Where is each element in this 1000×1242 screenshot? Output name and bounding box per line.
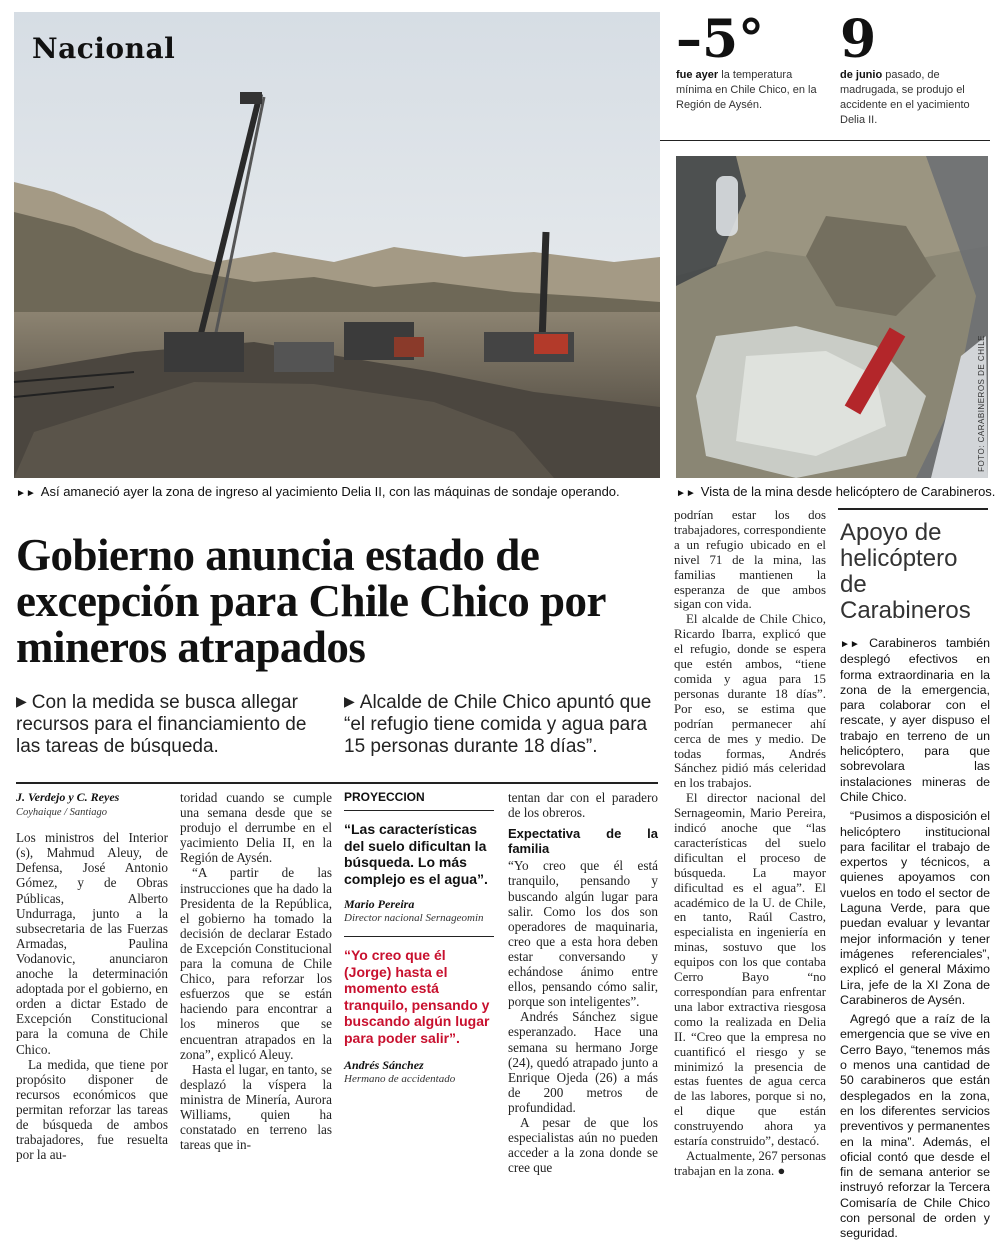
deck-1-text: Con la medida se busca allegar recursos para el financiamiento de las tareas de búsqueda. <box>16 692 307 757</box>
paragraph: El alcalde de Chile Chico, Ricardo Ibarra, explicó que el refugio, donde se espera que estén ambos, “tiene comida y agua para 15 personas durante 18 días”. Por eso, se estima que podrían permanecer ahí cerca de mes y medio. De todas formas, Andrés Sánchez pidió más celeridad en los trabajos. <box>674 612 826 791</box>
paragraph: toridad cuando se cumple una semana desde que se produjo el derrumbe en el yacimiento Delia II, en la Región de Aysén. <box>180 790 332 866</box>
deck-arrow-icon: ▶ <box>344 693 355 709</box>
sidebar <box>840 520 990 1242</box>
quote-sernageomin: “Las características del suelo dificultan la búsqueda. Lo más complejo es el agua”. <box>344 821 488 887</box>
deck-arrow-icon: ▶ <box>16 693 27 709</box>
main-photo <box>14 12 660 478</box>
helicopter-photo-caption <box>676 484 995 502</box>
paragraph: ►► Carabineros también desplegó efectivos en forma extraordinaria en la zona de la emergencia, para colaborar con el rescate, y ayer dispuso el trabajo en terreno de un helicóptero, para que sobrevolara las instalaciones mineras de Chile Chico. <box>840 636 990 804</box>
paragraph: La medida, que tiene por propósito disponer de recursos económicos que permitan reforzar las tareas de búsqueda de ambos trabajadores, fue resuelta por la au- <box>16 1056 168 1163</box>
section-label: Nacional <box>32 32 176 65</box>
paragraph: Agregó que a raíz de la emergencia que se vive en Cerro Bayo, “tenemos más o menos una cantidad de 50 carabineros que están desplegados en la zona, en los diferentes servicios preventivos y permanentes en la mina”. Además, el oficial contó que desde el fin de semana anterior se instruyó reforzar la Tercera Comisaría de Chile Chico con personal de orden y seguridad. <box>840 1012 990 1241</box>
paragraph: Hasta el lugar, en tanto, se desplazó la víspera la ministra de Minería, Aurora Williams, quien ha constatado en terreno las tareas que in- <box>180 1061 332 1153</box>
paragraph: “Pusimos a disposición el helicóptero institucional para facilitar el trabajo de expertos y técnicos, a quienes apoyamos con vuelos en todo el sector de Laguna Verde, para que puedan evaluar y levantar mejor información y tener imágenes referenciales”, explicó el general Máximo Lira, jefe de la XI Zona de Carabineros de Aysén. <box>840 809 990 1007</box>
paragraph: “Yo creo que él está tranquilo, pensando y buscando algún lugar para salir. Como los dos son operadores de maquinaria, creo que a esta hora deben estar conversando y echándose ánimo entre ellos, pensando cómo salir, porque son inteligentes”. <box>508 858 658 1010</box>
deck-1 <box>16 690 328 758</box>
end-mark-icon: ● <box>777 1163 786 1178</box>
quote-2-author: Andrés Sánchez <box>344 1058 424 1072</box>
caption-arrows-icon: ►► <box>16 488 36 499</box>
main-photo-caption-text: Así amaneció ayer la zona de ingreso al yacimiento Delia II, con las máquinas de sondaje operando. <box>40 484 620 499</box>
headline: Gobierno anuncia estado de excepción para Chile Chico por mineros atrapados <box>16 530 606 672</box>
paragraph: tentan dar con el paradero de los obreros. <box>508 790 658 821</box>
proyeccion-box <box>344 790 494 1085</box>
body-column-5 <box>674 508 826 1179</box>
proyeccion-label: PROYECCION <box>344 790 425 804</box>
quote-1-author: Mario Pereira <box>344 897 415 911</box>
sidebar-top-rule <box>838 508 988 510</box>
paragraph: Andrés Sánchez sigue esperanzado. Hace una semana su hermano Jorge (24), quedó atrapado junto a Enrique Ojeda (26) a más de 200 metros de profundidad. <box>508 1009 658 1115</box>
quote-1-role: Director nacional Sernageomin <box>344 912 484 924</box>
stat-date <box>840 9 988 128</box>
stat-date-number: 9 <box>840 9 877 70</box>
photo-credit: FOTO: CARABINEROS DE CHILE <box>977 335 986 472</box>
deck-2-text: Alcalde de Chile Chico apuntó que “el refugio tiene comida y agua para 15 personas durante 18 días”. <box>344 692 652 757</box>
sidebar-arrows-icon: ►► <box>840 639 860 650</box>
stat-temperature-text: fue ayer la temperatura mínima en Chile Chico, en la Región de Aysén. <box>676 69 817 111</box>
proyeccion-rule <box>344 936 494 937</box>
paragraph: podrían estar los dos trabajadores, correspondiente a un refugio ubicado en el nivel 71 de la mina, las familias mantienen la esperanza de que ambos sigan con vida. <box>674 508 826 612</box>
sidebar-title: Apoyo de helicóptero de Carabineros <box>840 519 971 624</box>
body-column-2 <box>180 790 332 1152</box>
proyeccion-rule <box>344 810 494 811</box>
stat-temperature-number: –5° <box>676 9 765 70</box>
caption-arrows-icon: ►► <box>676 488 696 499</box>
main-photo-caption <box>16 484 620 502</box>
helicopter-photo <box>676 156 988 478</box>
aerial-mine-image <box>676 156 988 478</box>
mine-entrance-image <box>14 12 660 478</box>
stat-date-text: de junio pasado, de madrugada, se produjo el accidente en el yacimiento Delia II. <box>840 69 970 126</box>
byline-place: Coyhaique / Santiago <box>16 807 107 819</box>
paragraph: Los ministros del Interior (s), Mahmud Aleuy, de Defensa, José Antonio Gómez, y de Obras Públicas, Alberto Undurraga, junto a la subsecretaria de las Fuerzas Armadas, Paulina Vodanovic, anunciaron anoche la determinación adoptada por el gobierno, en orden a dictar Estado de Excepción Constitucional para la comuna de Chile Chico. <box>16 830 168 1057</box>
subhead-family: Expectativa de la familia <box>508 826 658 857</box>
helicopter-photo-caption-text: Vista de la mina desde helicóptero de Carabineros. <box>700 484 996 499</box>
body-column-4 <box>508 790 658 1175</box>
paragraph: A pesar de que los especialistas aún no pueden acceder a la zona donde se cree que <box>508 1114 658 1176</box>
stat-temperature <box>676 9 821 113</box>
paragraph: Actualmente, 267 personas trabajan en la zona. ● <box>674 1148 826 1178</box>
quote-2-role: Hermano de accidentado <box>344 1073 456 1085</box>
byline-names: J. Verdejo y C. Reyes <box>16 790 120 804</box>
body-column-1 <box>16 790 168 1162</box>
stats-divider <box>660 140 990 141</box>
quote-family: “Yo creo que él (Jorge) hasta el momento está tranquilo, pensando y buscando algún lugar para poder salir”. <box>344 947 490 1046</box>
deck-2 <box>344 690 654 758</box>
paragraph: “A partir de las instrucciones que ha dado la Presidenta de la República, el gobierno ha tomado la decisión de declarar Estado de Excepción Constitucional para la comuna de Chile Chico, para reforzar los esfuerzos que se están haciendo para encontrar a los mineros que se encuentran atrapados en la zona”, explicó Aleuy. <box>180 865 332 1062</box>
paragraph: El director nacional del Sernageomin, Mario Pereira, indicó anoche que “las características del suelo dificultan el proceso de búsqueda. La mayor dificultad es el agua”. El académico de la U. de Chile, en tanto, Raúl Castro, especialista en ingeniería en minas, sostuvo que los equipos con los que contaba Cerro Bayo “no correspondían para enfrentar una labor extractiva riesgosa como la realizada en Delia II. “Creo que la empresa no cuantificó el riesgo y se minimizó la presencia de estas fuentes de agua cerca de las labores, porque si no, el dique que están construyendo ahora ya estaría construido”, destacó. <box>674 791 826 1149</box>
sidebar-body <box>840 636 990 1242</box>
body-top-rule <box>16 782 658 784</box>
